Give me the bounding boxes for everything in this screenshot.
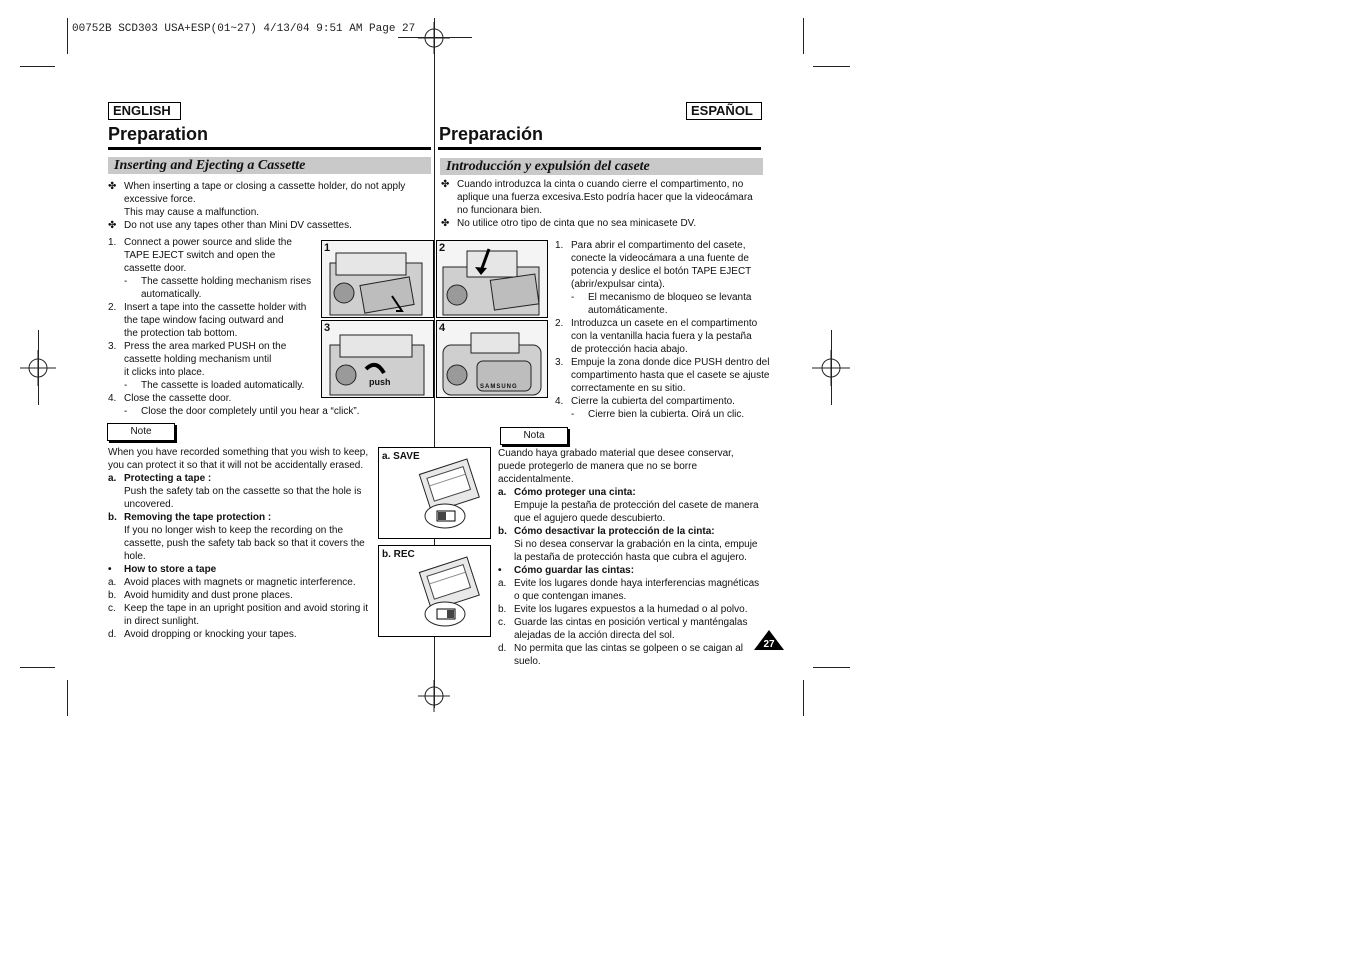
text-line: Empuje la zona donde dice PUSH dentro del [571,357,770,368]
step-item [555,317,775,356]
text-line: TAPE EJECT switch and open the [124,250,276,261]
text-line: no funcionara bien. [457,205,543,216]
text-line: No utilice otro tipo de cinta que no sea minicasete DV. [457,218,697,229]
note-label-spanish: Nota [500,427,568,445]
list-marker: c. [498,617,506,628]
text-line: No permita que las cintas se golpeen o se caigan al [514,643,744,654]
figure-step-1 [321,240,434,318]
note-body-english [108,446,378,641]
figure-number: 3 [324,322,331,334]
section-title-english: Inserting and Ejecting a Cassette [108,157,431,174]
figure-number: 1 [324,242,331,254]
text-line: con la ventanilla hacia fuera y la pestaña [571,331,752,342]
registration-mark [418,22,450,54]
step-item [555,408,775,421]
tape-rec-figure [378,545,491,637]
text-line: potencia y deslice el botón TAPE EJECT [571,266,752,277]
text-line: Keep the tape in an upright position and avoid storing it [124,603,369,614]
list-marker: ✤ [108,220,117,231]
text-line: This may cause a malfunction. [124,207,260,218]
cassette-rec-icon [379,546,490,636]
list-marker: - [571,292,575,303]
step-item [555,356,775,395]
text-line: When you have recorded something that you wish to keep, [108,447,369,458]
list-marker: - [571,409,575,420]
figure-number: 4 [439,322,446,334]
note-item [498,538,768,564]
tape-save-label: a. SAVE [382,451,420,462]
note-item [108,472,378,485]
text-line: de protección hacia abajo. [571,344,688,355]
note-item [498,577,768,603]
list-marker: a. [498,487,507,498]
list-marker: - [124,406,128,417]
list-marker: ✤ [441,218,450,229]
note-item [498,499,768,525]
text-line: cassette holding mechanism until [124,354,272,365]
step-item [555,395,775,408]
text-line: cassette, push the safety tab back so that it covers the [124,538,365,549]
text-line: la pestaña de protección hasta que cubra el agujero. [514,552,747,563]
note-item [108,563,378,576]
text-line: in direct sunlight. [124,616,200,627]
text-line: Evite los lugares expuestos a la humedad o al polvo. [514,604,748,615]
list-marker: • [108,564,112,575]
crop-mark [67,18,68,54]
list-marker: ✤ [441,179,450,190]
list-marker: - [124,276,128,287]
list-marker: d. [498,643,507,654]
crop-mark [38,330,39,405]
note-item [498,642,768,668]
text-line: Avoid places with magnets or magnetic interference. [124,577,356,588]
text-line: Avoid dropping or knocking your tapes. [124,629,297,640]
list-marker: 4. [555,396,564,407]
note-item [498,486,768,499]
step-item [108,405,388,418]
note-item [108,628,378,641]
note-item [108,576,378,589]
text-line: Introduzca un casete en el compartimento [571,318,758,329]
text-line: uncovered. [124,499,174,510]
caution-list-english [108,180,408,232]
crop-mark [803,680,804,716]
cassette-save-icon [379,448,490,538]
registration-mark [418,680,450,712]
language-label-english: ENGLISH [108,102,181,120]
caution-item [108,180,408,219]
list-marker: b. [108,590,117,601]
note-label-english: Note [107,423,175,441]
text-line: Si no desea conservar la grabación en la cinta, empuje [514,539,758,550]
list-marker: 2. [108,302,117,313]
tape-save-figure [378,447,491,539]
tape-rec-label: b. REC [382,549,415,560]
crop-mark [831,330,832,405]
crop-mark [803,18,804,54]
crop-mark [20,66,55,67]
camcorder-illustration [322,241,433,317]
list-marker: d. [108,629,117,640]
note-item [108,511,378,524]
push-label: push [369,377,391,387]
list-marker: c. [108,603,116,614]
list-marker: 1. [108,237,117,248]
text-line: Connect a power source and slide the [124,237,292,248]
list-marker: • [498,565,502,576]
text-line: Protecting a tape : [124,473,212,484]
page-number: 27 [763,639,775,650]
text-line: Cómo desactivar la protección de la cinta: [514,526,715,537]
text-line: (abrir/expulsar cinta). [571,279,665,290]
caution-item [441,217,761,230]
text-line: Removing the tape protection : [124,512,272,523]
note-body-spanish [498,447,768,668]
text-line: accidentalmente. [498,474,574,485]
note-item [108,524,378,563]
text-line: Do not use any tapes other than Mini DV cassettes. [124,220,352,231]
figure-number: 2 [439,242,446,254]
print-header: 00752B SCD303 USA+ESP(01~27) 4/13/04 9:51 AM Page 27 [72,23,416,35]
title-rule [108,147,431,150]
note-item [498,564,768,577]
list-marker: a. [498,578,507,589]
list-marker: b. [108,512,117,523]
text-line: the protection tab bottom. [124,328,238,339]
figure-step-4 [436,320,548,398]
language-label-spanish: ESPAÑOL [686,102,762,120]
text-line: Evite los lugares donde haya interferencias magnéticas [514,578,760,589]
text-line: compartimento hasta que el casete se ajuste [571,370,770,381]
text-line: Cuando haya grabado material que desee conservar, [498,448,734,459]
caution-item [441,178,761,217]
page-title-spanish: Preparación [439,124,544,144]
crop-mark [813,667,850,668]
text-line: you can protect it so that it will not be accidentally erased. [108,460,364,471]
page-title-english: Preparation [108,124,209,144]
text-line: Cómo proteger una cinta: [514,487,636,498]
step-list-spanish [555,239,775,421]
list-marker: b. [498,604,507,615]
text-line: Cierre la cubierta del compartimento. [571,396,735,407]
list-marker: a. [108,577,117,588]
text-line: Para abrir el compartimento del casete, [571,240,746,251]
text-line: puede protegerlo de manera que no se borre [498,461,698,472]
note-item [498,616,768,642]
text-line: the tape window facing outward and [124,315,284,326]
page-number-badge [754,630,784,650]
note-item [108,589,378,602]
text-line: automatically. [141,289,202,300]
text-line: conecte la videocámara a una fuente de [571,253,749,264]
text-line: excessive force. [124,194,196,205]
list-marker: ✤ [108,181,117,192]
list-marker: 3. [555,357,564,368]
note-item [498,603,768,616]
crop-mark [67,680,68,716]
text-line: Press the area marked PUSH on the [124,341,287,352]
title-rule [438,147,761,150]
figure-step-3 [321,320,434,398]
text-line: Close the cassette door. [124,393,232,404]
text-line: it clicks into place. [124,367,205,378]
text-line: The cassette holding mechanism rises [141,276,312,287]
text-line: El mecanismo de bloqueo se levanta [588,292,752,303]
text-line: Close the door completely until you hear a “click”. [141,406,360,417]
list-marker: 4. [108,393,117,404]
text-line: The cassette is loaded automatically. [141,380,305,391]
text-line: cassette door. [124,263,187,274]
camera-brand-label: SAMSUNG [480,384,518,390]
text-line: Cuando introduzca la cinta o cuando cierre el compartimento, no [457,179,744,190]
text-line: automáticamente. [588,305,668,316]
text-line: o que contengan imanes. [514,591,627,602]
text-line: If you no longer wish to keep the recording on the [124,525,344,536]
crop-mark [20,667,55,668]
list-marker: 2. [555,318,564,329]
text-line: suelo. [514,656,541,667]
text-line: Insert a tape into the cassette holder with [124,302,307,313]
text-line: Empuje la pestaña de protección del casete de manera [514,500,759,511]
step-item [555,239,775,291]
text-line: Cómo guardar las cintas: [514,565,635,576]
note-item [108,485,378,511]
text-line: Push the safety tab on the cassette so that the hole is [124,486,362,497]
camcorder-illustration [437,241,547,317]
text-line: Avoid humidity and dust prone places. [124,590,293,601]
text-line: Cierre bien la cubierta. Oirá un clic. [588,409,745,420]
caution-item [108,219,408,232]
text-line: hole. [124,551,146,562]
step-item [555,291,775,317]
section-title-spanish: Introducción y expulsión del casete [440,158,763,175]
list-marker: a. [108,473,117,484]
figure-step-2 [436,240,548,318]
text-line: aplique una fuerza excesiva.Esto podría hacer que la videocámara [457,192,753,203]
note-item [108,602,378,628]
text-line: correctamente en su sitio. [571,383,686,394]
list-marker: 1. [555,240,564,251]
note-item [498,525,768,538]
text-line: alejadas de la acción directa del sol. [514,630,675,641]
text-line: How to store a tape [124,564,217,575]
text-line: Guarde las cintas en posición vertical y manténgalas [514,617,748,628]
list-marker: b. [498,526,507,537]
caution-list-spanish [441,178,761,230]
text-line: When inserting a tape or closing a cassette holder, do not apply [124,181,406,192]
text-line: que el agujero quede descubierto. [514,513,666,524]
list-marker: 3. [108,341,117,352]
list-marker: - [124,380,128,391]
crop-mark [813,66,850,67]
